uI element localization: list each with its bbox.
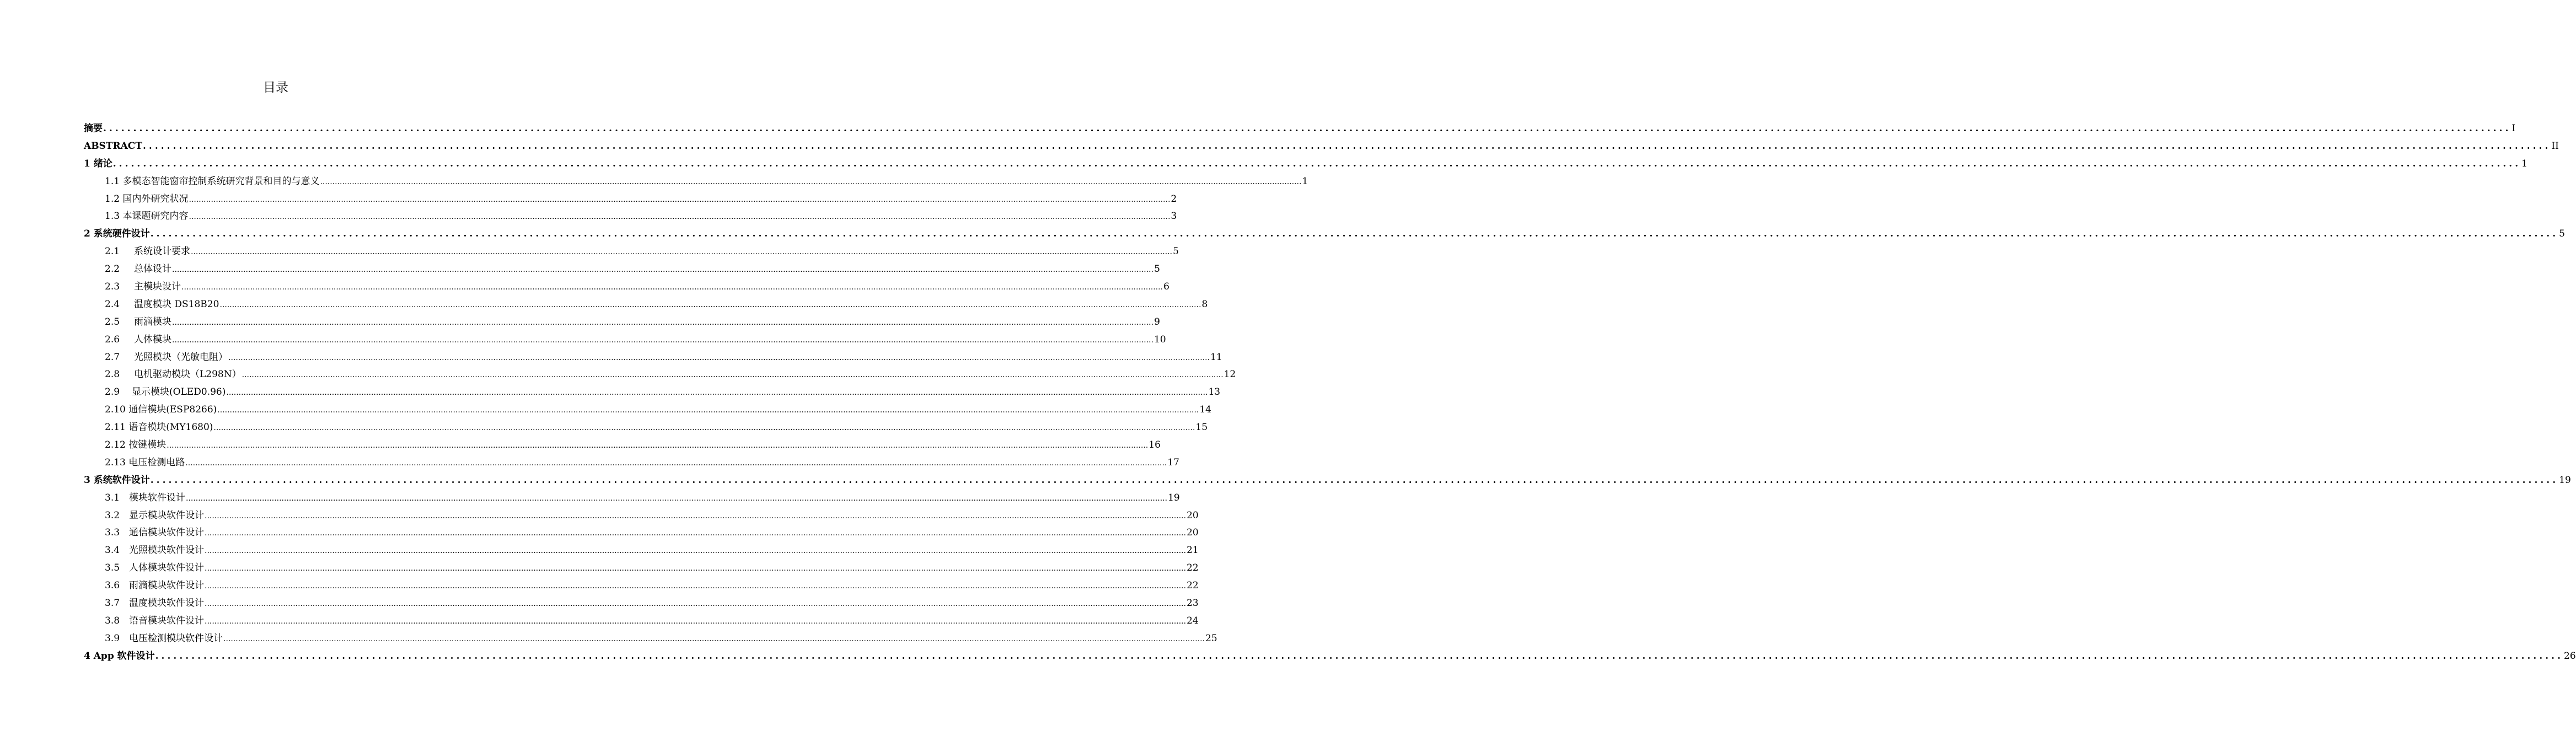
toc-page-number: 15: [1195, 422, 1208, 433]
toc-entry[interactable]: [84, 261, 1160, 278]
toc-dot-leader: ................................................................................................................................................................................................................................................................................................................................................................................................................: [191, 248, 1173, 257]
toc-entry[interactable]: [84, 560, 1199, 577]
toc-entry-label: [105, 595, 204, 613]
toc-entry[interactable]: [84, 120, 2516, 138]
toc-entry[interactable]: [84, 191, 1177, 208]
toc-page-number: 12: [1223, 369, 1236, 380]
toc-page-number: 5: [1154, 264, 1160, 275]
toc-entry-number: 3.4: [105, 545, 120, 556]
toc-title: 目录: [263, 80, 288, 95]
toc-entry-label: [105, 577, 204, 595]
toc-page-number: 16: [1149, 439, 1161, 451]
toc-page-number: 24: [1187, 615, 1199, 626]
toc-dot-leader: ................................................................................................................................................................................................................................................................................................................................................................................................................: [205, 599, 1187, 609]
toc-page-number: I: [2511, 123, 2516, 134]
toc-page-number: 10: [1154, 334, 1166, 345]
toc-entry[interactable]: [84, 419, 1208, 437]
toc-page-number: 9: [1154, 316, 1160, 327]
toc-entry[interactable]: [84, 490, 1180, 507]
toc-entry-label: [105, 314, 171, 331]
toc-entry[interactable]: [84, 577, 1199, 595]
toc-entry[interactable]: [84, 507, 1199, 525]
toc-entry-text: 显示模块(OLED0.96): [132, 386, 226, 398]
toc-dot-leader: ................................................................................................................................................................................................................................................................................................................................................................................................................: [205, 582, 1187, 591]
toc-dot-leader: ................................................................................................................................................................................................................................................................................................................................................................................................................: [320, 177, 1302, 186]
toc-entry[interactable]: [84, 437, 1161, 454]
toc-entry-text: 系统设计要求: [134, 246, 190, 257]
toc-entry-text: 人体模块: [134, 334, 171, 345]
toc-entry-number: 2.6: [105, 334, 120, 345]
toc-entry[interactable]: [84, 173, 1308, 191]
toc-dot-leader: ................................................................................................................................................................................................................................................................................................................................................................................................................: [205, 564, 1187, 573]
toc-entry-label: 1.2 国内外研究状况: [105, 193, 189, 205]
toc-entry-text: 温度模块 DS18B20: [134, 298, 219, 310]
toc-entry-text: 主模块设计: [134, 281, 181, 293]
toc-page-number: 19: [2559, 474, 2571, 486]
toc-entry-text: 雨滴模块: [134, 316, 171, 327]
toc-dot-leader: ................................................................................................................................................................................................................................................................................................................................................................................................................: [205, 616, 1187, 626]
toc-entry-label: 2.11 语音模块(MY1680): [105, 422, 213, 433]
toc-entry[interactable]: [84, 366, 1236, 384]
toc-entry[interactable]: [84, 454, 1179, 472]
toc-entry-label: 3 系统软件设计: [84, 474, 150, 486]
toc-entry-label: ABSTRACT: [84, 140, 142, 152]
toc-entry-text: 总体设计: [134, 264, 171, 275]
toc-entry-label: 1 绪论: [84, 158, 112, 169]
toc-dot-leader: ................................................................................................................................................................................................................................................................................................................................................................................................................: [103, 123, 2511, 134]
toc-page-number: 21: [1187, 545, 1199, 556]
toc-dot-leader: ................................................................................................................................................................................................................................................................................................................................................................................................................: [217, 406, 1199, 415]
toc-page-number: 5: [1173, 246, 1179, 257]
toc-entry-number: 2.9: [105, 386, 120, 398]
toc-entry-label: [105, 630, 223, 648]
toc-page-number: 1: [1302, 175, 1308, 187]
toc-entry-text: 通信模块软件设计: [129, 527, 204, 539]
toc-page-number: 8: [1201, 298, 1208, 310]
toc-page-number: 3: [1171, 211, 1177, 222]
toc-entry-number: 3.9: [105, 632, 120, 644]
toc-page-number: 25: [1205, 632, 1217, 644]
toc-entry-label: [105, 524, 204, 542]
toc-entry-text: 雨滴模块软件设计: [129, 580, 204, 592]
toc-entry-text: 模块软件设计: [129, 492, 185, 503]
toc-entry-label: [105, 560, 204, 577]
toc-dot-leader: ................................................................................................................................................................................................................................................................................................................................................................................................................: [205, 511, 1187, 520]
toc-entry-number: 2.3: [105, 281, 120, 293]
toc-entry[interactable]: [84, 630, 1217, 648]
toc-dot-leader: ................................................................................................................................................................................................................................................................................................................................................................................................................: [213, 423, 1195, 433]
toc-page-number: 1: [2521, 158, 2527, 169]
toc-entry-number: 2.5: [105, 316, 120, 327]
toc-entry[interactable]: [84, 314, 1160, 331]
toc-entry-number: 2.8: [105, 369, 120, 380]
toc-entry-text: 人体模块软件设计: [129, 562, 204, 574]
toc-entry[interactable]: [84, 331, 1166, 349]
toc-page-number: 19: [1168, 492, 1180, 503]
toc-entry-label: 4 App 软件设计: [84, 650, 155, 662]
toc-entry[interactable]: [84, 155, 2527, 173]
toc-entry[interactable]: [84, 524, 1199, 542]
toc-page-number: 23: [1187, 598, 1199, 609]
toc-entry[interactable]: [84, 542, 1199, 560]
toc-entry-label: [105, 507, 204, 525]
toc-dot-leader: ................................................................................................................................................................................................................................................................................................................................................................................................................: [172, 335, 1154, 345]
toc-entry-label: 2.13 电压检测电路: [105, 457, 185, 468]
toc-entry[interactable]: [84, 401, 1211, 419]
toc-dot-leader: ................................................................................................................................................................................................................................................................................................................................................................................................................: [172, 318, 1154, 327]
toc-entry-label: [105, 613, 204, 630]
toc-dot-leader: ................................................................................................................................................................................................................................................................................................................................................................................................................: [150, 474, 2559, 486]
toc-entry-text: 电机驱动模块（L298N）: [134, 369, 242, 380]
toc-entry[interactable]: [84, 472, 2571, 490]
toc-dot-leader: ................................................................................................................................................................................................................................................................................................................................................................................................................: [181, 283, 1163, 292]
toc-entry-number: 2.1: [105, 246, 120, 257]
toc-dot-leader: ................................................................................................................................................................................................................................................................................................................................................................................................................: [189, 195, 1171, 204]
toc-entry-label: 1.3 本课题研究内容: [105, 211, 189, 222]
toc-entry[interactable]: [84, 208, 1177, 225]
toc-entry-number: 3.8: [105, 615, 120, 626]
toc-entry-number: 2.2: [105, 264, 120, 275]
toc-page-number: 6: [1163, 281, 1169, 293]
toc-dot-leader: ................................................................................................................................................................................................................................................................................................................................................................................................................: [150, 228, 2559, 240]
toc-entry-label: [105, 490, 185, 507]
toc-page-number: 2: [1171, 193, 1177, 205]
toc-entry-text: 显示模块软件设计: [129, 509, 204, 521]
toc-entry-number: 3.3: [105, 527, 120, 539]
toc-list: [84, 120, 2576, 665]
toc-entry-number: 3.7: [105, 598, 120, 609]
toc-entry-text: 电压检测模块软件设计: [129, 632, 223, 644]
toc-entry[interactable]: [84, 296, 1208, 314]
toc-dot-leader: ................................................................................................................................................................................................................................................................................................................................................................................................................: [205, 529, 1187, 538]
toc-page-number: 14: [1199, 404, 1211, 416]
toc-entry-label: 摘要: [84, 123, 103, 134]
toc-page-number: 17: [1167, 457, 1179, 468]
toc-dot-leader: ................................................................................................................................................................................................................................................................................................................................................................................................................: [186, 493, 1168, 503]
toc-dot-leader: ................................................................................................................................................................................................................................................................................................................................................................................................................: [189, 212, 1171, 222]
toc-entry-number: 3.5: [105, 562, 120, 574]
toc-page-number: II: [2551, 140, 2559, 152]
toc-entry-label: [105, 331, 171, 349]
toc-dot-leader: ................................................................................................................................................................................................................................................................................................................................................................................................................: [185, 458, 1167, 468]
toc-entry[interactable]: [84, 595, 1199, 613]
toc-dot-leader: ................................................................................................................................................................................................................................................................................................................................................................................................................: [172, 265, 1154, 275]
toc-entry-label: 1.1 多模态智能窗帘控制系统研究背景和目的与意义: [105, 175, 320, 187]
toc-page-number: 26: [2564, 650, 2576, 662]
toc-entry-text: 温度模块软件设计: [129, 598, 204, 609]
toc-dot-leader: ................................................................................................................................................................................................................................................................................................................................................................................................................: [228, 353, 1210, 362]
toc-entry-label: [105, 542, 204, 560]
toc-entry-label: [105, 261, 171, 278]
toc-dot-leader: ................................................................................................................................................................................................................................................................................................................................................................................................................: [242, 370, 1223, 380]
toc-entry[interactable]: [84, 138, 2559, 155]
toc-entry-text: 光照模块（光敏电阻）: [134, 351, 228, 363]
toc-entry[interactable]: [84, 278, 1169, 296]
toc-entry-label: [105, 296, 219, 314]
toc-entry-number: 3.2: [105, 509, 120, 521]
toc-entry-label: 2.12 按键模块: [105, 439, 167, 451]
toc-entry[interactable]: [84, 613, 1199, 630]
toc-dot-leader: ................................................................................................................................................................................................................................................................................................................................................................................................................: [219, 300, 1201, 309]
toc-entry-text: 语音模块软件设计: [129, 615, 204, 626]
toc-entry-label: [105, 384, 226, 401]
toc-entry-number: 2.4: [105, 298, 120, 310]
toc-entry-label: [105, 243, 190, 261]
toc-entry[interactable]: [84, 384, 1221, 401]
toc-entry-label: [105, 366, 242, 384]
toc-entry-label: 2.10 通信模块(ESP8266): [105, 404, 217, 416]
toc-dot-leader: ................................................................................................................................................................................................................................................................................................................................................................................................................: [223, 634, 1205, 643]
toc-entry-label: 2 系统硬件设计: [84, 228, 150, 240]
toc-entry[interactable]: [84, 225, 2565, 243]
toc-entry-label: [105, 349, 228, 367]
toc-page-number: 5: [2559, 228, 2565, 240]
toc-page-number: 22: [1187, 580, 1199, 592]
toc-entry[interactable]: [84, 243, 1179, 261]
toc-dot-leader: ................................................................................................................................................................................................................................................................................................................................................................................................................: [167, 441, 1149, 450]
toc-entry-number: 2.7: [105, 351, 120, 363]
toc-dot-leader: ................................................................................................................................................................................................................................................................................................................................................................................................................: [205, 546, 1187, 556]
toc-entry[interactable]: [84, 648, 2576, 665]
toc-dot-leader: ................................................................................................................................................................................................................................................................................................................................................................................................................: [155, 650, 2564, 662]
toc-entry-number: 3.6: [105, 580, 120, 592]
toc-entry-number: 3.1: [105, 492, 120, 503]
toc-page-number: 22: [1187, 562, 1199, 574]
toc-entry-label: [105, 278, 181, 296]
toc-page-number: 20: [1187, 509, 1199, 521]
toc-dot-leader: ................................................................................................................................................................................................................................................................................................................................................................................................................: [112, 158, 2521, 169]
toc-dot-leader: ................................................................................................................................................................................................................................................................................................................................................................................................................: [142, 140, 2551, 152]
toc-entry-text: 光照模块软件设计: [129, 545, 204, 556]
toc-page-number: 20: [1187, 527, 1199, 539]
toc-page-number: 13: [1208, 386, 1221, 398]
toc-page-number: 11: [1210, 351, 1222, 363]
toc-dot-leader: ................................................................................................................................................................................................................................................................................................................................................................................................................: [226, 388, 1208, 398]
toc-entry[interactable]: [84, 349, 1222, 367]
